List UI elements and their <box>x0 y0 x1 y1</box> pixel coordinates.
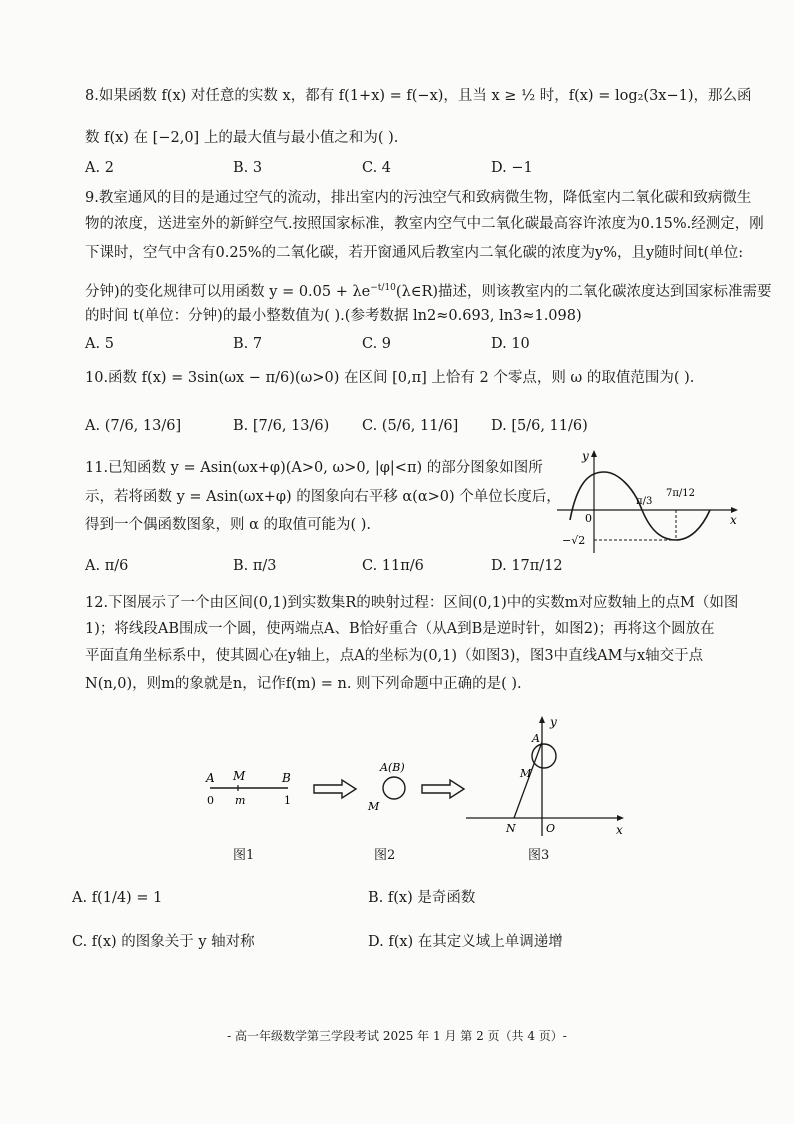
q11-line1: 11.已知函数 y = Asin(ωx+φ)(A>0, ω>0, |φ|<π) 的部分图象如图所 <box>85 460 543 476</box>
q9-option-b[interactable]: B. 7 <box>233 336 263 352</box>
q11-option-d[interactable]: D. 17π/12 <box>491 558 563 574</box>
q9-option-a[interactable]: A. 5 <box>85 336 114 352</box>
q12-option-a[interactable]: A. f(1/4) = 1 <box>72 890 163 906</box>
q12-fig2-label-ab: A(B) <box>380 761 405 774</box>
q12-fig2-caption: 图2 <box>374 848 396 863</box>
q12-fig1-label-one: 1 <box>284 794 291 807</box>
q11-y-arrow-icon <box>591 450 597 457</box>
q12-fig1-label-a: A <box>206 771 215 785</box>
q9-exponent: −t/10 <box>370 283 396 293</box>
q11-line2: 示，若将函数 y = Asin(ωx+φ) 的图象向右平移 α(α>0) 个单位长度后， <box>85 489 561 505</box>
q12-fig1-label-b: B <box>282 771 291 785</box>
q12-fig3-label-n: N <box>506 822 516 835</box>
q12-line4: N(n,0)，则m的象就是n，记作f(m) = n. 则下列命题中正确的是( ). <box>85 676 522 692</box>
q12-fig2-label-m: M <box>368 800 380 813</box>
q12-fig3-label-o: O <box>546 822 556 835</box>
q12-fig3-label-y: y <box>550 715 557 729</box>
q12-fig1-label-m-lower: m <box>235 794 246 807</box>
q12-option-b[interactable]: B. f(x) 是奇函数 <box>368 890 476 906</box>
q12-figure3 <box>462 712 632 840</box>
q11-line3: 得到一个偶函数图象，则 α 的取值可能为( ). <box>85 517 372 533</box>
q11-option-b[interactable]: B. π/3 <box>233 558 277 574</box>
q11-origin-label: 0 <box>585 512 592 525</box>
q11-option-a[interactable]: A. π/6 <box>85 558 129 574</box>
q8-option-c[interactable]: C. 4 <box>362 160 392 176</box>
q10-option-b[interactable]: B. [7/6, 13/6) <box>233 418 330 434</box>
q11-x-label: x <box>730 513 737 527</box>
q12-option-d[interactable]: D. f(x) 在其定义域上单调递增 <box>368 934 563 950</box>
q8-line2: 数 f(x) 在 [−2,0] 上的最大值与最小值之和为( ). <box>85 130 399 146</box>
q12-fig3-label-a: A <box>532 732 540 745</box>
q12-arrow2-icon <box>420 778 466 800</box>
q10-line1: 10.函数 f(x) = 3sin(ωx − π/6)(ω>0) 在区间 [0,π] 上恰有 2 个零点，则 ω 的取值范围为( ). <box>85 370 695 386</box>
q12-fig3-label-m: M <box>520 767 532 780</box>
q8-option-d[interactable]: D. −1 <box>491 160 533 176</box>
q12-fig1-caption: 图1 <box>233 848 255 863</box>
q12-line1: 12.下图展示了一个由区间(0,1)到实数集R的映射过程：区间(0,1)中的实数m对应数轴上的点M（如图 <box>85 595 739 611</box>
q12-option-c[interactable]: C. f(x) 的图象关于 y 轴对称 <box>72 934 255 950</box>
q9-option-c[interactable]: C. 9 <box>362 336 392 352</box>
q8-line1: 8.如果函数 f(x) 对任意的实数 x，都有 f(1+x) = f(−x)，且当 x ≥ ½ 时，f(x) = log₂(3x−1)，那么函 <box>85 88 752 104</box>
q12-figure2 <box>364 758 420 818</box>
q9-line4-part-a: 分钟)的变化规律可以用函数 y = 0.05 + λe <box>85 283 371 300</box>
q12-line3: 平面直角坐标系中，使其圆心在y轴上，点A的坐标为(0,1)（如图3)，图3中直线AM与x轴交于点 <box>85 648 704 664</box>
q11-tick1-label: π/3 <box>636 496 653 507</box>
q10-option-d[interactable]: D. [5/6, 11/6) <box>491 418 588 434</box>
q12-fig1-label-m: M <box>233 769 246 783</box>
q12-arrow1-icon <box>312 778 358 800</box>
q12-figure1 <box>196 762 306 812</box>
q12-fig3-line-an <box>514 742 542 818</box>
q9-line2: 物的浓度，送进室外的新鲜空气.按照国家标准，教室内空气中二氧化碳最高容许浓度为0.15%.经测定，刚 <box>85 216 764 232</box>
q10-option-a[interactable]: A. (7/6, 13/6] <box>85 418 182 434</box>
q10-option-c[interactable]: C. (5/6, 11/6] <box>362 418 459 434</box>
q12-fig3-x-arrow-icon <box>617 815 624 821</box>
page-footer: - 高一年级数学第三学段考试 2025 年 1 月 第 2 页（共 4 页）- <box>227 1029 567 1043</box>
q12-line2: 1)；将线段AB围成一个圆，使两端点A、B恰好重合（从A到B是逆时针，如图2)；再将这个圆放在 <box>85 621 715 637</box>
q12-fig2-circle <box>383 777 405 799</box>
q11-tick2-label: 7π/12 <box>666 488 696 499</box>
q9-line4 <box>85 278 772 302</box>
q9-line3: 下课时，空气中含有0.25%的二氧化碳，若开窗通风后教室内二氧化碳的浓度为y%，且y随时间t(单位: <box>85 245 744 261</box>
q8-option-b[interactable]: B. 3 <box>233 160 263 176</box>
q11-sine-graph <box>552 448 742 558</box>
q12-fig3-label-x: x <box>616 823 623 837</box>
q9-option-d[interactable]: D. 10 <box>491 336 530 352</box>
q9-line4-part-b: (λ∈R)描述，则该教室内的二氧化碳浓度达到国家标准需要 <box>395 283 772 300</box>
q11-y-label: y <box>582 449 589 463</box>
q8-option-a[interactable]: A. 2 <box>85 160 114 176</box>
q12-fig3-y-arrow-icon <box>539 716 545 723</box>
q12-fig3-caption: 图3 <box>528 848 550 863</box>
q12-fig1-label-zero: 0 <box>207 794 214 807</box>
q12-fig3-circle <box>532 744 556 768</box>
q11-min-label: −√2 <box>562 534 586 547</box>
q11-option-c[interactable]: C. 11π/6 <box>362 558 424 574</box>
q9-line5: 的时间 t(单位：分钟)的最小整数值为( ).(参考数据 ln2≈0.693, ln3≈1.098) <box>85 308 582 324</box>
q9-line1: 9.教室通风的目的是通过空气的流动，排出室内的污浊空气和致病微生物，降低室内二氧化碳和致病微生 <box>85 190 752 206</box>
